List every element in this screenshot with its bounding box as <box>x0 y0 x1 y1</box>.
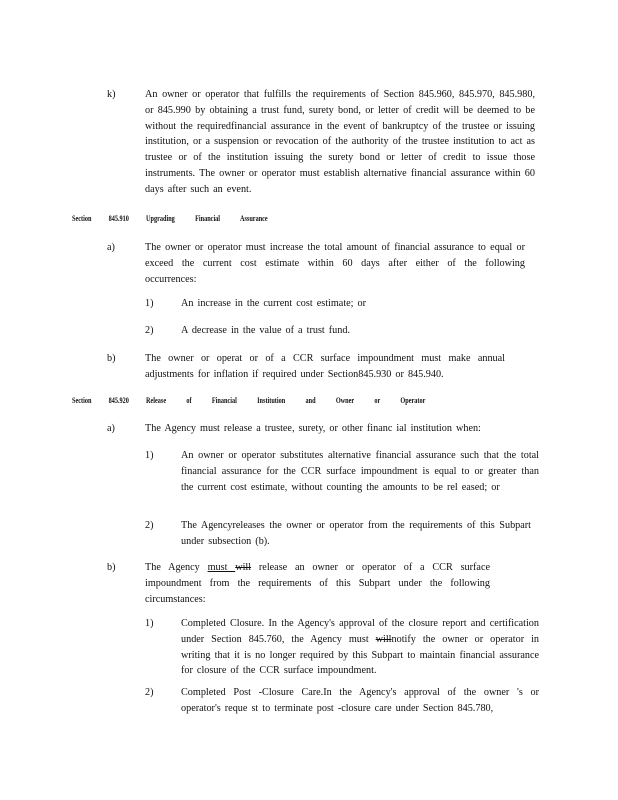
section-number: 845.920 <box>108 396 129 405</box>
section-word: Section <box>72 396 92 405</box>
subitem-1-text: An owner or operator substitutes alternative financial assurance such that the total financial assurance for the CCR surface impoundment is equal to or greater than the current cost estimate, without counting the amounts to be rel eased; or <box>181 450 539 493</box>
subitem-label-2: 2) <box>145 687 154 698</box>
item-b-text <box>145 560 490 607</box>
section-heading-845-920 <box>72 395 443 407</box>
deleted-text: will <box>235 562 252 573</box>
item-label-b: b) <box>107 562 116 573</box>
item-label-a: a) <box>107 242 115 253</box>
text-run: notify the owner or operator in writing that it is no longer required by this Subpart to maintain financial assurance for closure of the CCR surface impoundment. <box>181 633 539 677</box>
section-title: Upgrading Financial Assurance <box>146 214 268 223</box>
subitem-label-2: 2) <box>145 325 154 336</box>
subitem-label-1: 1) <box>145 450 154 461</box>
item-label-a: a) <box>107 423 115 434</box>
subitem-2-text: The Agencyreleases the owner or operator from the requirements of this Subpart under subsection (b). <box>181 520 531 547</box>
section-heading-845-910 <box>72 213 285 225</box>
text-run: release an owner or operator of a CCR surface impoundment from the requirements of this Subpart under the following circumstances: <box>145 562 490 605</box>
subitem-2-text: A decrease in the value of a trust fund. <box>181 325 351 336</box>
text-run: The Agency <box>145 562 208 573</box>
deleted-text: will <box>375 633 392 645</box>
section-number: 845.910 <box>108 214 129 223</box>
item-label-k: k) <box>107 89 116 100</box>
inserted-text: must <box>207 562 236 573</box>
text-run: Completed Closure. In the Agency's approval of the closure report and certification under Section 845.760, the Agency must <box>181 618 539 645</box>
subitem-label-1: 1) <box>145 298 154 309</box>
item-b-text: The owner or operat or of a CCR surface impoundment must make annual adjustments for inflation if required under Section845.930 or 845.940. <box>145 353 505 380</box>
item-k-text: An owner or operator that fulfills the requirements of Section 845.960, 845.970, 845.980, or 845.990 by obtaining a trust fund, surety bond, or letter of credit will be deemed to be without the requiredfinancial assurance in the event of bankruptcy of the trustee or issuing institution, or a suspension or revocation of the authority of the trustee institution to act as trustee or of the institution issuing the surety bond or letter of credit to issue those instruments. The owner or operator must establish alternative financial assurance within 60 days after such an event. <box>145 89 535 195</box>
subitem-b2-text: Completed Post -Closure Care.In the Agency's approval of the owner 's or operator's reque st to terminate post -closure care under Section 845.780, <box>181 687 539 714</box>
section-word: Section <box>72 214 92 223</box>
subitem-label-1: 1) <box>145 618 154 629</box>
item-a-text: The owner or operator must increase the total amount of financial assurance to equal or exceed the current cost estimate within 60 days after either of the following occurrences: <box>145 242 525 285</box>
subitem-1-text: An increase in the current cost estimate; or <box>181 298 367 309</box>
subitem-label-2: 2) <box>145 520 154 531</box>
item-a-text: The Agency must release a trustee, surety, or other financ ial institution when: <box>145 423 481 434</box>
subitem-b1-text <box>181 616 539 679</box>
item-label-b: b) <box>107 353 116 364</box>
section-title: Release of Financial Institution and Owner or Operator <box>146 396 426 405</box>
